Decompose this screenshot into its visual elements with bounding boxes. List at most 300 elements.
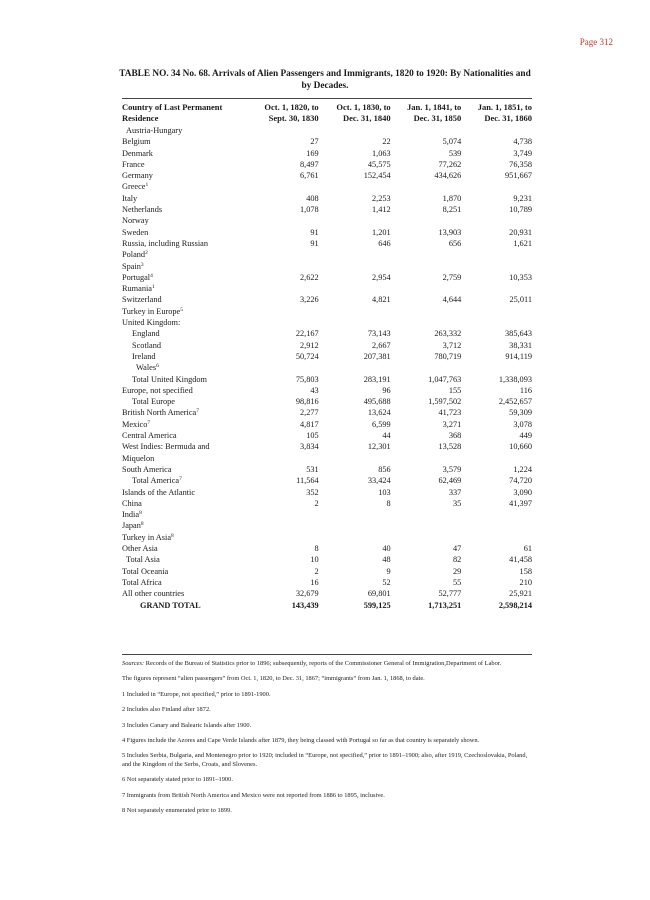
footnote-item: 4 Figures include the Azores and Cape Verde Islands after 1879, they being classed with Portugal so far as that country is separately shown. — [122, 737, 480, 745]
row-value: 408 — [306, 193, 319, 203]
country-name: England — [132, 329, 160, 339]
country-name: Total Europe — [132, 397, 175, 407]
row-value: 73,143 — [367, 329, 391, 339]
grand-total-row — [122, 599, 532, 611]
country-name: China — [122, 498, 142, 508]
row-value: 25,011 — [509, 295, 532, 305]
row-value: 434,626 — [434, 171, 462, 181]
row-value: 385,643 — [505, 329, 532, 339]
footnote-marker: 3 — [140, 261, 144, 268]
row-country-label — [122, 193, 249, 204]
table-row — [122, 407, 532, 418]
row-value — [249, 362, 319, 373]
row-value: 169 — [306, 148, 319, 158]
row-country-label — [122, 136, 249, 147]
country-name: Switzerland — [122, 295, 162, 305]
country-name: Belgium — [122, 137, 151, 147]
row-value — [391, 532, 462, 543]
row-country-label — [122, 238, 249, 249]
table-row — [122, 351, 532, 362]
row-value: 3,078 — [513, 419, 532, 429]
bottom-rule — [122, 654, 532, 655]
row-value: 76,358 — [509, 159, 532, 169]
row-value: 45,575 — [367, 159, 391, 169]
row-value — [461, 249, 532, 260]
grand-total-label: GRAND TOTAL — [140, 601, 201, 611]
row-value: 210 — [519, 577, 532, 587]
row-value: 41,723 — [438, 408, 462, 418]
country-name: Japan — [122, 521, 141, 531]
row-value: 1,078 — [300, 205, 319, 215]
row-country-label — [122, 249, 249, 260]
table-row — [122, 261, 532, 272]
row-value: 2,667 — [371, 340, 391, 350]
row-value: 22 — [382, 137, 391, 147]
page-number: Page 312 — [579, 37, 613, 47]
row-value — [391, 362, 462, 373]
row-value: 27 — [310, 137, 319, 147]
row-value — [461, 261, 532, 272]
country-name: Central America — [122, 431, 177, 441]
row-value: 2 — [314, 566, 319, 576]
row-value — [249, 520, 319, 531]
row-value — [391, 181, 462, 192]
row-country-label — [122, 227, 249, 238]
row-value: 1,412 — [371, 205, 391, 215]
country-name: Netherlands — [122, 205, 163, 215]
row-country-label — [122, 148, 249, 159]
row-value — [249, 249, 319, 260]
row-value: 3,579 — [442, 464, 462, 474]
row-value — [461, 509, 532, 520]
row-value: 2,912 — [300, 340, 319, 350]
row-value: 646 — [378, 238, 391, 248]
row-value: 539 — [448, 148, 462, 158]
row-country-label — [122, 204, 249, 215]
row-value — [249, 532, 319, 543]
table-row — [122, 487, 532, 498]
row-value: 2,954 — [371, 272, 391, 282]
row-value: 48 — [382, 555, 391, 565]
country-name: South America — [122, 464, 172, 474]
row-value: 69,801 — [367, 589, 391, 599]
row-value: 52 — [382, 577, 391, 587]
row-value: 368 — [448, 431, 462, 441]
row-value: 29 — [453, 566, 462, 576]
row-value: 283,191 — [363, 374, 391, 384]
row-value: 3,749 — [513, 148, 532, 158]
row-value: 20,931 — [509, 227, 532, 237]
row-value: 2,253 — [371, 193, 391, 203]
row-value — [249, 283, 319, 294]
country-name: Total Oceania — [122, 566, 169, 576]
row-value — [391, 215, 462, 226]
footnote-item: 8 Not separately enumerated prior to 1899. — [122, 807, 232, 815]
row-country-label — [122, 362, 249, 373]
row-country-label — [122, 351, 249, 362]
row-country-label — [122, 498, 249, 509]
row-value: 32,679 — [295, 589, 319, 599]
row-value: 10,789 — [509, 205, 532, 215]
row-value: 91 — [310, 238, 319, 248]
row-value: 22,167 — [295, 329, 319, 339]
row-value — [461, 306, 532, 317]
row-value: 116 — [519, 385, 532, 395]
row-country-label — [122, 577, 249, 588]
country-name: Denmark — [122, 148, 153, 158]
row-value — [249, 181, 319, 192]
country-name: Total Africa — [122, 577, 162, 587]
table-row — [122, 554, 532, 565]
row-country-label — [122, 453, 249, 464]
row-value — [461, 532, 532, 543]
row-value: 13,528 — [438, 442, 462, 452]
table-row — [122, 148, 532, 159]
row-value: 3,834 — [300, 442, 319, 452]
row-value — [391, 125, 462, 136]
country-name: Portugal — [122, 272, 151, 282]
row-value — [461, 181, 532, 192]
country-name: Total America — [132, 476, 180, 486]
row-value: 8,251 — [442, 205, 462, 215]
table-row — [122, 430, 532, 441]
row-value: 8 — [314, 543, 319, 553]
country-name: Wales — [136, 363, 157, 373]
footnote-marker: 1 — [145, 182, 149, 189]
country-name: Poland — [122, 250, 146, 260]
row-value — [391, 249, 462, 260]
table-row — [122, 170, 532, 181]
grand-total-1851-1860: 2,598,214 — [498, 601, 532, 611]
row-country-label — [122, 543, 249, 554]
grand-total-1820-1830: 143,439 — [291, 601, 319, 611]
row-value: 40 — [382, 543, 391, 553]
row-value — [249, 215, 319, 226]
table-row — [122, 159, 532, 170]
row-value: 82 — [453, 555, 462, 565]
footnote-marker: 7 — [147, 419, 151, 426]
row-value: 41,458 — [509, 555, 532, 565]
row-value — [319, 453, 391, 464]
table-row — [122, 396, 532, 407]
footnote-item: The figures represent “alien passengers” from Oct. 1, 1820, to Dec. 31, 1867; “immigrants” from Jan. 1, 1868, to date. — [122, 675, 425, 683]
footnote-marker: 8 — [140, 521, 144, 528]
row-country-label — [122, 283, 249, 294]
table-row — [122, 543, 532, 554]
row-value: 12,301 — [367, 442, 391, 452]
row-country-label — [122, 159, 249, 170]
country-name: Russia, including Russian — [122, 238, 208, 248]
country-name: Rumania — [122, 284, 152, 294]
row-value: 155 — [448, 385, 462, 395]
row-value: 2,277 — [300, 408, 319, 418]
row-value — [391, 509, 462, 520]
immigration-table — [122, 102, 532, 612]
row-value — [319, 261, 391, 272]
row-value: 35 — [453, 498, 462, 508]
row-value — [391, 317, 462, 328]
sources-text: Records of the Bureau of Statistics prior to 1896; subsequently, reports of the Commissioner General of Immigration,Department of Labor. — [145, 660, 502, 667]
table-row — [122, 453, 532, 464]
row-value: 105 — [306, 431, 319, 441]
footnote-item: 6 Not separately stated prior to 1891–1900. — [122, 776, 233, 784]
table-row — [122, 577, 532, 588]
row-value — [319, 283, 391, 294]
footnote-marker: 8 — [139, 510, 142, 517]
column-header-1830-1840: Oct. 1, 1830, to Dec. 31, 1840 — [336, 102, 391, 123]
row-value — [319, 317, 391, 328]
row-value: 59,309 — [509, 408, 532, 418]
row-value — [461, 520, 532, 531]
row-value: 96 — [382, 385, 391, 395]
row-value: 25,921 — [509, 589, 532, 599]
table-row — [122, 475, 532, 486]
row-value: 52,777 — [438, 589, 462, 599]
footnote-list — [122, 675, 532, 815]
row-country-label — [122, 419, 249, 430]
sources-label: Sources: — [122, 660, 145, 667]
country-name: Austria-Hungary — [126, 126, 183, 135]
row-value — [391, 453, 462, 464]
row-value — [461, 283, 532, 294]
row-value: 1,338,093 — [498, 374, 532, 384]
row-value: 2,622 — [300, 272, 319, 282]
table-row — [122, 181, 532, 192]
country-name: Spain — [122, 261, 141, 271]
row-value — [319, 532, 391, 543]
table-row — [122, 204, 532, 215]
table-row — [122, 532, 532, 543]
footnote-item: 3 Includes Canary and Balearic Islands after 1900. — [122, 721, 252, 729]
table-row — [122, 566, 532, 577]
row-value: 856 — [378, 464, 391, 474]
row-country-label — [122, 125, 249, 136]
row-value: 55 — [453, 577, 462, 587]
row-value — [391, 283, 462, 294]
column-header-1851-1860: Jan. 1, 1851, to Dec. 31, 1860 — [477, 102, 532, 123]
row-value — [461, 215, 532, 226]
table-row — [122, 588, 532, 599]
row-value: 75,803 — [295, 374, 319, 384]
row-value: 1,597,502 — [428, 397, 462, 407]
table-row — [122, 509, 532, 520]
row-value: 16 — [310, 577, 319, 587]
row-value: 11,564 — [296, 476, 319, 486]
row-value: 1,621 — [513, 238, 532, 248]
row-country-label — [122, 181, 249, 192]
country-name: Europe, not specified — [122, 385, 193, 395]
row-value: 77,262 — [438, 159, 462, 169]
table-row — [122, 294, 532, 305]
country-name: Greece — [122, 182, 146, 192]
table-row — [122, 272, 532, 283]
table-row — [122, 374, 532, 385]
table-row — [122, 464, 532, 475]
row-value: 3,226 — [300, 295, 319, 305]
row-value: 1,063 — [371, 148, 391, 158]
row-value: 41,397 — [509, 498, 532, 508]
table-row — [122, 520, 532, 531]
row-value — [249, 125, 319, 136]
row-value: 531 — [306, 464, 319, 474]
row-value: 13,624 — [367, 408, 391, 418]
sources-note — [122, 660, 532, 668]
row-country-label — [122, 272, 249, 283]
table-row — [122, 125, 532, 136]
country-name: Norway — [122, 216, 149, 226]
row-country-label — [122, 475, 249, 486]
table-row — [122, 227, 532, 238]
country-name: Germany — [122, 171, 153, 181]
grand-total-1841-1850: 1,713,251 — [428, 601, 462, 611]
row-country-label — [122, 464, 249, 475]
row-country-label — [122, 294, 249, 305]
row-value — [319, 509, 391, 520]
row-value: 8 — [386, 498, 391, 508]
table-row — [122, 340, 532, 351]
row-country-label — [122, 396, 249, 407]
row-value: 4,738 — [513, 137, 532, 147]
row-value: 3,090 — [513, 487, 532, 497]
row-value — [319, 215, 391, 226]
row-value: 10,660 — [509, 442, 532, 452]
footnotes — [122, 660, 532, 822]
row-value — [249, 306, 319, 317]
row-value: 103 — [378, 487, 391, 497]
row-value: 2,759 — [442, 272, 462, 282]
footnote-marker: 1 — [151, 284, 155, 291]
country-name: West Indies: Bermuda and — [122, 442, 210, 452]
row-value: 6,761 — [300, 171, 319, 181]
table-row — [122, 238, 532, 249]
footnote-marker: 5 — [180, 306, 183, 313]
row-country-label — [122, 532, 249, 543]
row-value: 780,719 — [434, 351, 462, 361]
row-value: 4,817 — [300, 419, 319, 429]
row-value: 8,497 — [300, 159, 319, 169]
table-row — [122, 193, 532, 204]
row-value — [249, 453, 319, 464]
table-row — [122, 249, 532, 260]
footnote-marker: 2 — [145, 250, 148, 257]
country-name: Miquelon — [122, 453, 155, 463]
row-country-label — [122, 385, 249, 396]
header-row — [122, 102, 532, 125]
footnote-marker: 8 — [171, 532, 174, 539]
row-value: 10,353 — [509, 272, 532, 282]
row-value: 43 — [310, 385, 319, 395]
row-country-label — [122, 554, 249, 565]
row-value: 352 — [306, 487, 319, 497]
country-name: Sweden — [122, 227, 149, 237]
country-name: Ireland — [132, 351, 156, 361]
row-value: 74,720 — [509, 476, 532, 486]
row-value: 1,224 — [513, 464, 532, 474]
country-name: India — [122, 510, 140, 520]
table-row — [122, 385, 532, 396]
country-name: Other Asia — [122, 543, 158, 553]
table-row — [122, 441, 532, 452]
row-value — [249, 261, 319, 272]
row-country-label — [122, 328, 249, 339]
row-country-label — [122, 170, 249, 181]
row-value: 62,469 — [438, 476, 462, 486]
row-value — [461, 317, 532, 328]
column-header-1841-1850: Jan. 1, 1841, to Dec. 31, 1850 — [407, 102, 462, 123]
row-value: 10 — [310, 555, 319, 565]
row-value: 50,724 — [295, 351, 319, 361]
row-value: 61 — [523, 543, 532, 553]
country-name: Italy — [122, 193, 138, 203]
row-value: 13,903 — [438, 227, 462, 237]
row-value: 337 — [448, 487, 462, 497]
row-country-label — [122, 566, 249, 577]
row-country-label — [122, 340, 249, 351]
table-row — [122, 328, 532, 339]
row-value: 951,667 — [505, 171, 532, 181]
footnote-marker: 7 — [179, 476, 182, 483]
row-country-label — [122, 261, 249, 272]
footnote-item: 7 Immigrants from British North America and Mexico were not reported from 1886 to 1895, inclusive. — [122, 791, 385, 799]
row-value: 1,201 — [371, 227, 391, 237]
footnote-marker: 7 — [196, 408, 199, 415]
row-value — [391, 520, 462, 531]
row-value: 4,644 — [442, 295, 462, 305]
row-value — [461, 362, 532, 373]
footnote-marker: 6 — [156, 363, 159, 370]
footnote-item: 2 Includes also Finland after 1872. — [122, 706, 211, 714]
table-row — [122, 317, 532, 328]
country-name: Turkey in Europe — [122, 306, 181, 316]
table-row — [122, 215, 532, 226]
row-value: 44 — [382, 431, 391, 441]
row-country-label — [122, 215, 249, 226]
row-value: 1,870 — [442, 193, 462, 203]
row-country-label — [122, 588, 249, 599]
top-rule — [122, 98, 532, 99]
row-value: 38,331 — [509, 340, 532, 350]
row-value — [319, 249, 391, 260]
country-name: France — [122, 159, 145, 169]
row-value: 9 — [386, 566, 391, 576]
row-value: 152,454 — [363, 171, 391, 181]
row-country-label — [122, 430, 249, 441]
row-value: 158 — [519, 566, 532, 576]
country-name: United Kingdom: — [122, 318, 181, 328]
row-value: 495,688 — [363, 397, 391, 407]
column-header-country: Country of Last Permanent Residence — [122, 102, 223, 123]
column-header-1820-1830: Oct. 1, 1820, to Sept. 30, 1830 — [264, 102, 319, 123]
row-value: 3,712 — [442, 340, 462, 350]
row-value — [249, 509, 319, 520]
table-row — [122, 419, 532, 430]
row-value — [391, 306, 462, 317]
row-value: 33,424 — [367, 476, 391, 486]
footnote-marker: 4 — [150, 272, 153, 279]
row-value: 3,271 — [442, 419, 462, 429]
row-country-label — [122, 441, 249, 452]
row-country-label — [122, 509, 249, 520]
row-value: 47 — [453, 543, 462, 553]
footnote-item: 1 Included in “Europe, not specified,” prior to 1891-1900. — [122, 690, 271, 698]
row-value: 449 — [519, 431, 532, 441]
row-value: 656 — [448, 238, 462, 248]
row-value: 4,821 — [371, 295, 391, 305]
row-value — [461, 453, 532, 464]
table-row — [122, 136, 532, 147]
row-country-label — [122, 374, 249, 385]
grand-total-1830-1840: 599,125 — [363, 601, 391, 611]
